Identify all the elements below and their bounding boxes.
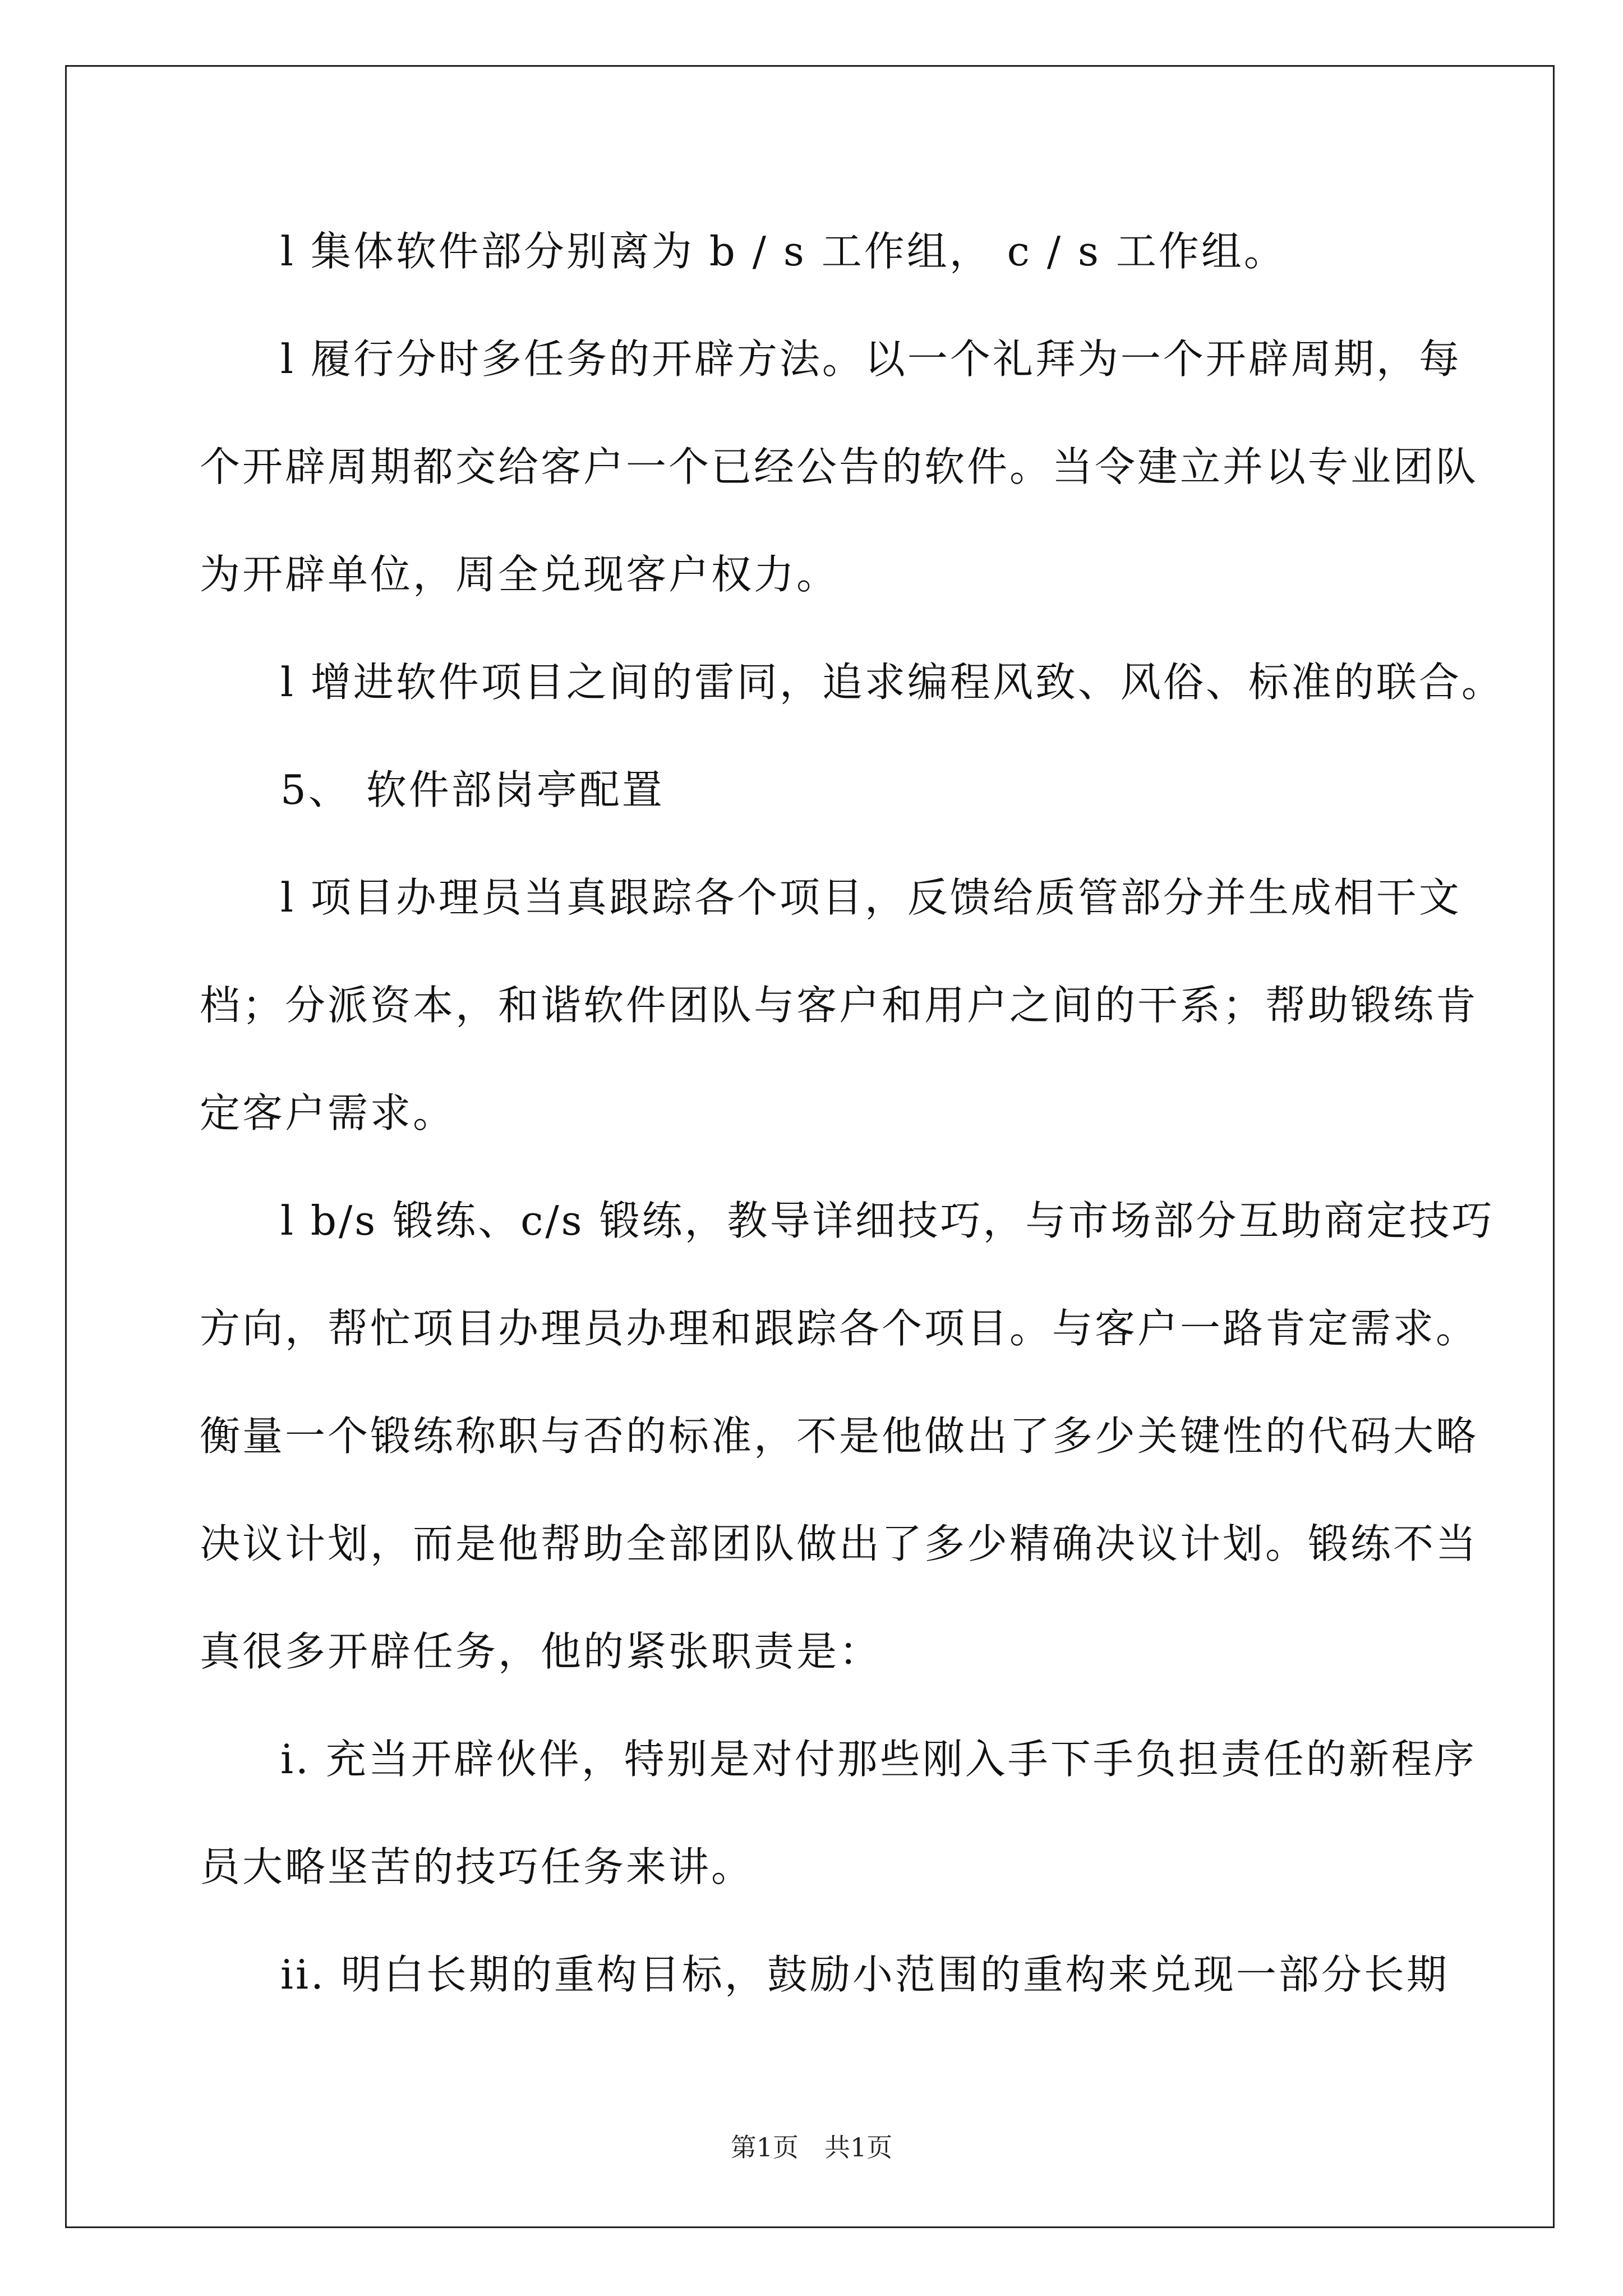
paragraph-line: 衡量一个锻练称职与否的标准，不是他做出了多少关键性的代码大略 (200, 1412, 1479, 1460)
paragraph-line: 真很多开辟任务，他的紧张职责是： (200, 1628, 882, 1675)
paragraph-line: 为开辟单位，周全兑现客户权力。 (200, 551, 840, 598)
paragraph-line: l 履行分时多任务的开辟方法。以一个礼拜为一个开辟周期，每 (280, 335, 1461, 383)
paragraph-line: 定客户需求。 (200, 1089, 456, 1137)
paragraph-line: 档；分派资本，和谐软件团队与客户和用户之间的干系；帮助锻练肯 (200, 982, 1479, 1029)
paragraph-line: 员大略坚苦的技巧任务来讲。 (200, 1843, 754, 1890)
paragraph-line: l 增进软件项目之间的雷同，追求编程风致、风俗、标准的联合。 (280, 659, 1504, 706)
paragraph-line: l 集体软件部分别离为 b / s 工作组， c / s 工作组。 (280, 228, 1287, 275)
paragraph-line: l 项目办理员当真跟踪各个项目，反馈给质管部分并生成相干文 (280, 874, 1461, 921)
paragraph-line: i. 充当开辟伙伴，特别是对付那些刚入手下手负担责任的新程序 (280, 1736, 1477, 1783)
section-heading: 5、 软件部岗亭配置 (280, 766, 665, 813)
paragraph-line: 方向，帮忙项目办理员办理和跟踪各个项目。与客户一路肯定需求。 (200, 1305, 1479, 1352)
paragraph-line: 个开辟周期都交给客户一个已经公告的软件。当令建立并以专业团队 (200, 443, 1479, 490)
page-number-footer: 第1页 共1页 (730, 2132, 893, 2162)
paragraph-line: l b/s 锻练、c/s 锻练，教导详细技巧，与市场部分互助商定技巧 (280, 1197, 1495, 1244)
paragraph-line: 决议计划，而是他帮助全部团队做出了多少精确决议计划。锻练不当 (200, 1520, 1479, 1567)
page-border (65, 65, 1555, 2228)
paragraph-line: ii. 明白长期的重构目标，鼓励小范围的重构来兑现一部分长期 (280, 1951, 1449, 1998)
